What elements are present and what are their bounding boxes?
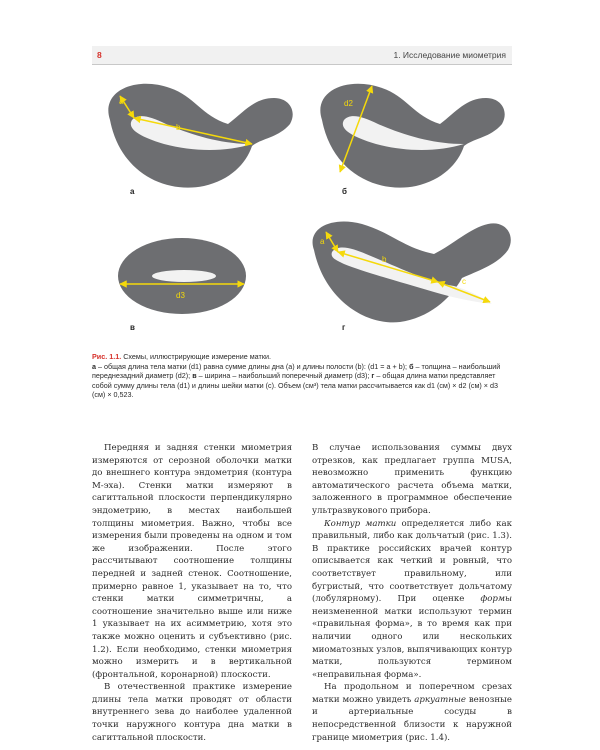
panel-a	[108, 84, 292, 196]
body-paragraph: В отечественной практике измерение длины тела матки проводят от области внутреннего зева до наиболее удаленной точки наружного контура дна матки в сагиттальной плоскости.	[92, 682, 292, 743]
caption-key-v: в	[192, 371, 197, 381]
caption-text-a: – общая длина тела матки (d1) равна сумме длины дна (a) и длины полости (b): (d1 = a + b);	[96, 361, 410, 371]
body-text: определяется либо как правильный, либо как дольчатый (рис. 1.3). В практике российских врачей контур описывается как четкий и ровный, что соответствует правильному, или бугристый, что соответствует дольчатому (лобулярному). При оценке	[312, 518, 513, 605]
body-column-right	[312, 442, 512, 744]
panel-b	[320, 84, 504, 196]
panel-v	[118, 238, 246, 332]
caption-title: Схемы, иллюстрирующие измерение матки.	[123, 352, 271, 361]
body-text: венозные и артериальные сосуды в непосредственной близости к наружной границе миометрия (рис. 1.4).	[312, 694, 512, 743]
measure-label-g-b: b	[382, 255, 387, 264]
caption-text-g: – общая длина матки представляет собой сумму длины тела (d1) и длины шейки матки (c). Объем (см³) тела матки рассчитывается как d1 (см) × d2 (см) × d3 (см) × 0,523.	[92, 371, 498, 400]
body-paragraph: В случае использования суммы двух отрезков, как предлагает группа MUSA, невозможно применить функцию автоматического расчета объема матки, заложенного в программное обеспечение ультразвукового прибора.	[312, 443, 512, 516]
panel-label-g: г	[342, 323, 346, 332]
caption-text-v: – ширина – наибольший поперечный диаметр (d3);	[196, 371, 372, 381]
term-form: формы	[480, 594, 512, 605]
body-text: На продольном и поперечном срезах матки можно увидеть	[312, 682, 512, 705]
term-contour: Контур матки	[324, 518, 397, 529]
measure-label-a-a: a	[119, 97, 124, 106]
panel-label-v: в	[130, 323, 135, 332]
caption-text-b: – толщина – наибольший переднезадний диаметр (d2);	[92, 361, 501, 381]
caption-key-b: б	[409, 361, 414, 371]
body-text: неизмененной матки используют термин «правильная форма», в то время как при наличии одного или нескольких миоматозных узлов, выпячивающих контур матки, пользуются термином «неправильная форма».	[312, 606, 512, 680]
body-paragraph	[312, 681, 512, 744]
caption-figure-number: Рис. 1.1.	[92, 352, 122, 361]
panel-label-b: б	[342, 187, 347, 196]
uterus-shape-g	[313, 222, 511, 323]
measure-label-g-a: a	[320, 237, 325, 246]
panel-g	[313, 222, 511, 332]
cavity-v	[152, 270, 216, 282]
body-column-left	[92, 442, 292, 744]
figure-caption	[92, 352, 512, 400]
term-arcuate: аркуатные	[414, 694, 466, 705]
header-divider	[92, 64, 512, 65]
chapter-title: 1. Исследование миометрия	[393, 50, 506, 60]
body-paragraph: Передняя и задняя стенки миометрия измеряются от серозной оболочки матки до внешнего контура эндометрия (контура М-эха). Стенки матки измеряют в сагиттальной плоскости перпендикулярно эндометрию, в местах наибольшей толщины миометрия. Важно, чтобы все измерения были проведены на одном и том же изображении. После этого рассчитывают соотношение толщины передней и задней стенок. Соотношение, примерно равное 1, указывает на то, что стенки матки симметричны, а соотношение значительно выше или ниже 1 указывает на их асимметрию, хотя это также можно оценить и субъективно (рис. 1.2). Если необходимо, стенки миометрия можно измерить и в вертикальной (фронтальной, коронарной) плоскости.	[92, 443, 292, 680]
measure-label-g-c: c	[462, 277, 466, 286]
measure-label-v-d3: d3	[176, 291, 185, 300]
caption-key-g: г	[371, 371, 375, 381]
page-number: 8	[97, 50, 102, 60]
body-paragraph	[312, 518, 512, 682]
measure-label-a-b: b	[176, 123, 181, 132]
figure-1-1	[92, 68, 512, 348]
measure-label-b-d2: d2	[344, 99, 353, 108]
uterus-shape-a	[108, 84, 292, 188]
page-header	[92, 46, 512, 64]
caption-key-a: а	[92, 361, 96, 371]
panel-label-a: а	[130, 187, 135, 196]
